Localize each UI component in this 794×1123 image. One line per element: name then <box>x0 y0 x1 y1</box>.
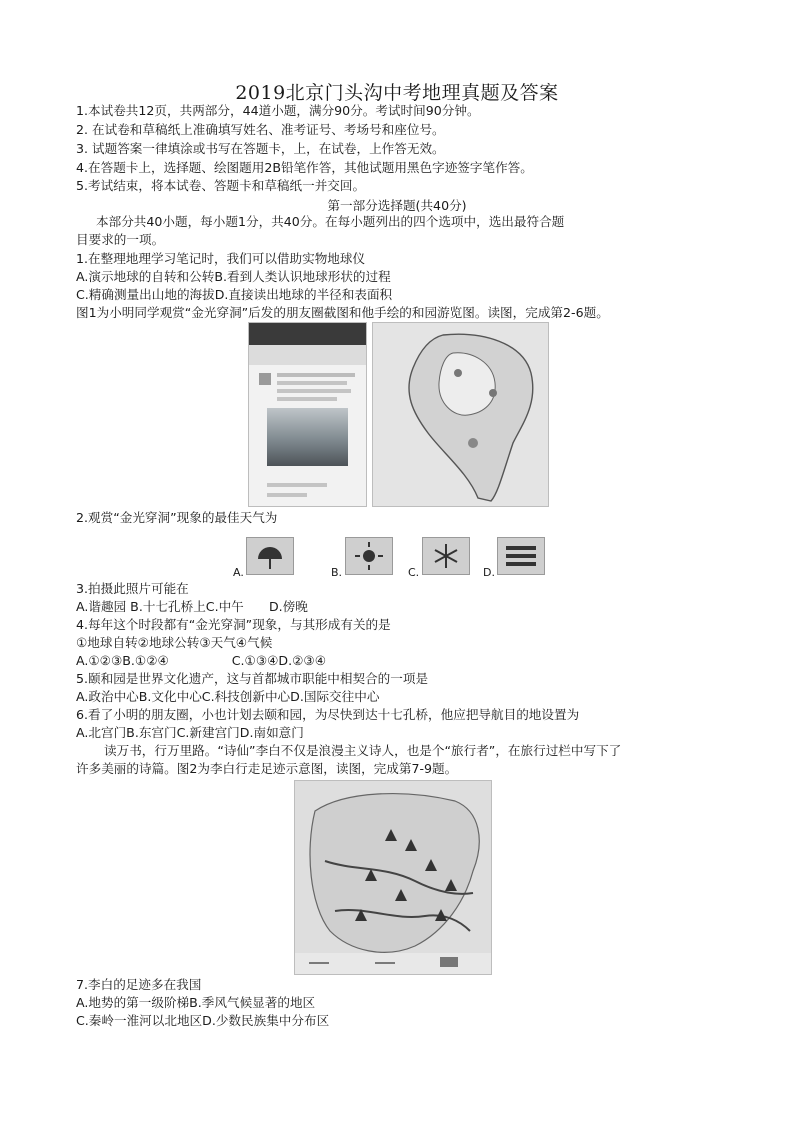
q4-stem: 4.每年这个时段都有“金光穿洞”现象，与其形成有关的是 <box>76 617 391 632</box>
q7-options-cd: C.秦岭一淮河以北地区D.少数民族集中分布区 <box>76 1013 330 1028</box>
q6-stem: 6.看了小明的朋友圈，小也计划去颐和园，为尽快到达十七孔桥，他应把导航目的地设置为 <box>76 707 580 722</box>
sun-icon <box>345 537 393 575</box>
q4-options: A.①②③B.①②④ C.①③④D.②③④ <box>76 653 326 668</box>
instruction-3: 3. 试题答案一律填涂或书写在答题卡，上，在试卷，上作答无效。 <box>76 141 445 156</box>
instruction-5: 5.考试结束，将本试卷、答题卡和草稿纸一并交回。 <box>76 178 366 193</box>
figure-2-travel-map <box>294 780 492 975</box>
q7-options-ab: A.地势的第一级阶梯B.季风气候显著的地区 <box>76 995 316 1010</box>
figure-1-phone-screenshot <box>248 322 367 507</box>
q2-option-c-label: C. <box>408 566 420 579</box>
q1-options-cd: C.精确测量出山地的海拔D.直接读出地球的半径和表面积 <box>76 287 393 302</box>
fog-icon <box>497 537 545 575</box>
q5-options: A.政治中心B.文化中心C.科技创新中心D.国际交往中心 <box>76 689 380 704</box>
q7-stem: 7.李白的足迹多在我国 <box>76 977 202 992</box>
section-intro-line-2: 目要求的一项。 <box>76 232 165 247</box>
instruction-2: 2. 在试卷和草稿纸上准确填写姓名、准考证号、考场号和座位号。 <box>76 122 445 137</box>
q2-option-d-label: D. <box>483 566 495 579</box>
passage-line-2: 许多美丽的诗篇。图2为李白行走足迹示意图，读图，完成第7-9题。 <box>76 761 458 776</box>
fig1-caption: 图1为小明同学观赏“金光穿洞”后发的朋友圈截图和他手绘的和园游览图。读图，完成第2-6题。 <box>76 305 609 320</box>
q4-items: ①地球自转②地球公转③天气④气候 <box>76 635 273 650</box>
q6-options: A.北宫门B.东宫门C.新建宫门D.南如意门 <box>76 725 304 740</box>
q3-options: A.谐趣园 B.十七孔桥上C.中午 D.傍晚 <box>76 599 308 614</box>
figure-1-hand-drawn-map <box>372 322 549 507</box>
instruction-1: 1.本试卷共12页，共两部分，44道小题，满分90分。考试时间90分钟。 <box>76 103 480 118</box>
q3-stem: 3.拍摄此照片可能在 <box>76 581 189 596</box>
rain-icon <box>246 537 294 575</box>
q2-stem: 2.观赏“金光穿洞”现象的最佳天气为 <box>76 510 278 525</box>
section-title: 第一部分选择题(共40分) <box>327 198 467 213</box>
q5-stem: 5.颐和园是世界文化遗产，这与首都城市职能中相契合的一项是 <box>76 671 429 686</box>
q2-option-a-label: A. <box>233 566 244 579</box>
page-title: 2019北京门头沟中考地理真题及答案 <box>235 82 559 104</box>
q1-stem: 1.在整理地理学习笔记时，我们可以借助实物地球仪 <box>76 251 366 266</box>
snowflake-icon <box>422 537 470 575</box>
q2-option-b-label: B. <box>331 566 343 579</box>
q1-options-ab: A.演示地球的自转和公转B.看到人类认识地球形状的过程 <box>76 269 391 284</box>
passage-line-1: 读万书，行万里路。“诗仙”李白不仅是浪漫主义诗人，也是个“旅行者”，在旅行过栏中写下了 <box>104 743 622 758</box>
section-intro-line-1: 本部分共40小题，每小题1分，共40分。在每小题列出的四个选项中，选出最符合题 <box>96 214 565 229</box>
instruction-4: 4.在答题卡上，选择题、绘图题用2B铅笔作答，其他试题用黑色字迹签字笔作答。 <box>76 160 533 175</box>
